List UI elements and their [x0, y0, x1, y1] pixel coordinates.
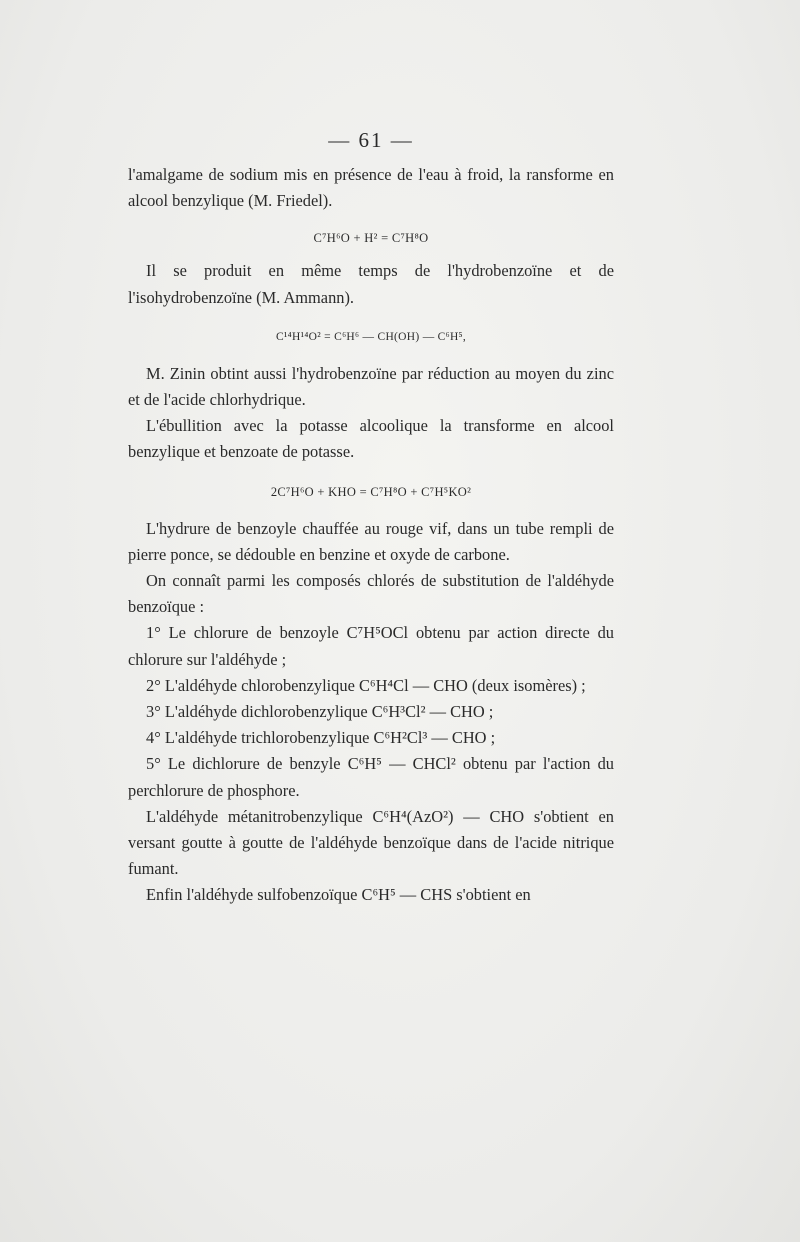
- formula: C⁷H⁶O + H² = C⁷H⁸O: [313, 231, 429, 246]
- paragraph: 3° L'aldéhyde dichlorobenzylique C⁶H³Cl² — CHO ;: [146, 702, 494, 722]
- page-number: — 61 —: [328, 128, 414, 152]
- paragraph: L'ébullition avec la potasse alcoolique la transforme en alcool benzylique et benzoate de potasse.: [128, 416, 614, 462]
- paragraph: 2° L'aldéhyde chlorobenzylique C⁶H⁴Cl — CHO (deux isomères) ;: [146, 675, 586, 695]
- paragraph: L'hydrure de benzoyle chauffée au rouge vif, dans un tube rempli de pierre ponce, se dédouble en benzine et oxyde de carbone.: [128, 518, 614, 564]
- paragraph: M. Zinin obtint aussi l'hydrobenzoïne par réduction au moyen du zinc et de l'acide chlorhydrique.: [128, 363, 614, 410]
- paragraph: Enfin l'aldéhyde sulfobenzoïque C⁶H⁵ — CHS s'obtient en: [146, 885, 531, 905]
- paragraph: 4° L'aldéhyde trichlorobenzylique C⁶H²Cl³ — CHO ;: [146, 728, 496, 748]
- paragraph: 5° Le dichlorure de benzyle C⁶H⁵ — CHCl² obtenu par l'action du perchlorure de phosphore.: [128, 754, 614, 800]
- text-column: [128, 128, 614, 909]
- paragraph: 1° Le chlorure de benzoyle C⁷H⁵OCl obtenu par action directe du chlorure sur l'aldéhyde ;: [128, 623, 614, 669]
- formula: C¹⁴H¹⁴O² = C⁶H⁶ — CH(OH) — C⁶H⁵,: [275, 330, 467, 343]
- body-text: [128, 162, 614, 909]
- paragraph: On connaît parmi les composés chlorés de substitution de l'aldéhyde benzoïque :: [128, 571, 614, 617]
- paragraph: l'amalgame de sodium mis en présence de l'eau à froid, la ransforme en alcool benzylique (M. Friedel).: [128, 165, 614, 211]
- paragraph: Il se produit en même temps de l'hydrobenzoïne et de l'isohydrobenzoïne (M. Ammann).: [128, 261, 614, 307]
- formula: 2C⁷H⁶O + KHO = C⁷H⁸O + C⁷H⁵KO²: [270, 484, 472, 499]
- paragraph: L'aldéhyde métanitrobenzylique C⁶H⁴(AzO²) — CHO s'obtient en versant goutte à goutte de l'aldéhyde benzoïque dans de l'acide nitrique fumant.: [128, 806, 614, 879]
